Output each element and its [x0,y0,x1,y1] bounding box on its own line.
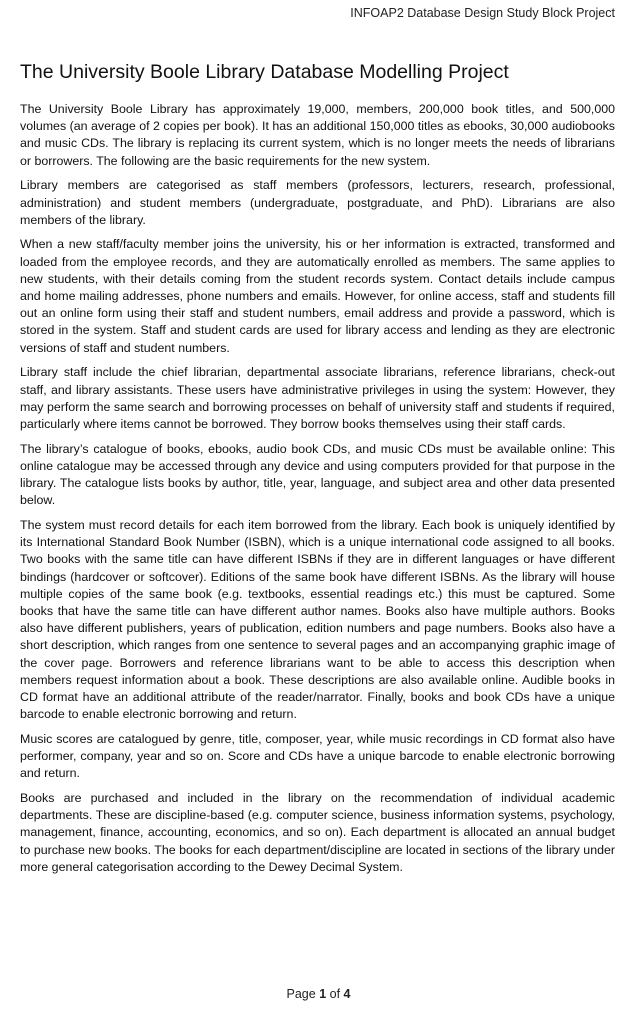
paragraph-item-details: The system must record details for each item borrowed from the library. Each book is uniquely identified by its International Standard Book Number (ISBN), which is a unique international code assigned to all books. Two books with the same title can have different ISBNs if they are in different languages or have different bindings (hardcover or softcover). Editions of the same book have different ISBNs. As the library will house multiple copies of the same book (e.g. textbooks, essential readings etc.) this must be captured. Some books that have the same title can have different author names. Books also have multiple authors. Books also have different publishers, years of publication, edition numbers and page numbers. Books also have a short description, which ranges from one sentence to several pages and an accompanying graphic image of the cover page. Borrowers and reference librarians want to be able to access this description when members request information about a book. These descriptions are also available online. Audible books in CD format have an additional attribute of the reader/narrator. Finally, books and book CDs have a unique barcode to enable electronic borrowing and return. [20,517,615,722]
paragraph-member-categories: Library members are categorised as staff members (professors, lecturers, research, professional, administration) and student members (undergraduate, postgraduate, and PhD). Librarians are also members of the library. [20,178,615,227]
page-current-number: 1 [319,987,327,1001]
paragraph-overview: The University Boole Library has approximately 19,000, members, 200,000 book titles, and 500,000 volumes (an average of 2 copies per book). It has an additional 150,000 titles as ebooks, 30,000 audiobooks and music CDs. The library is replacing its current system, which is no longer meets the needs of librarians or borrowers. The following are the basic requirements for the new system. [20,102,615,168]
page-total-number: 4 [343,987,351,1001]
document-body [20,101,615,884]
page-footer [0,987,637,1001]
running-header: INFOAP2 Database Design Study Block Project [350,6,615,20]
of-word: of [329,987,341,1001]
paragraph-purchasing: Books are purchased and included in the library on the recommendation of individual academic departments. These are discipline-based (e.g. computer science, business information systems, psychology, management, finance, accounting, economics, and so on). Each department is allocated an annual budget to purchase new books. The books for each department/discipline are located in sections of the library under more general categorisation according to the Dewey Decimal System. [20,791,615,874]
paragraph-online-catalogue: The library’s catalogue of books, ebooks, audio book CDs, and music CDs must be available online: This online catalogue may be accessed through any device and using computers provided for that purpose in the library. The catalogue lists books by author, title, year, language, and subject area and other data presented below. [20,441,615,508]
document-title: The University Boole Library Database Modelling Project [20,61,509,83]
paragraph-music: Music scores are catalogued by genre, title, composer, year, while music recordings in CD format also have performer, company, year and so on. Score and CDs have a unique barcode to enable electronic borrowing and return. [20,731,615,781]
paragraph-member-enrolment: When a new staff/faculty member joins the university, his or her information is extracted, transformed and loaded from the employee records, and they are automatically enrolled as members. The same applies to new students, with their details coming from the student records system. Contact details include campus and home mailing addresses, phone numbers and emails. However, for online access, staff and students fill out an online form using their staff and student numbers, email address and provide a password, which is stored in the system. Staff and student cards are used for library access and lending as they are electronic versions of staff and student numbers. [20,237,615,355]
paragraph-library-staff: Library staff include the chief librarian, departmental associate librarians, reference librarians, check-out staff, and library assistants. These users have administrative privileges in using the system: However, they may perform the same search and borrowing processes on behalf of university staff and students if required, particularly where items cannot be borrowed. They borrow books themselves using their staff cards. [20,365,615,431]
page-word: Page [286,987,316,1001]
